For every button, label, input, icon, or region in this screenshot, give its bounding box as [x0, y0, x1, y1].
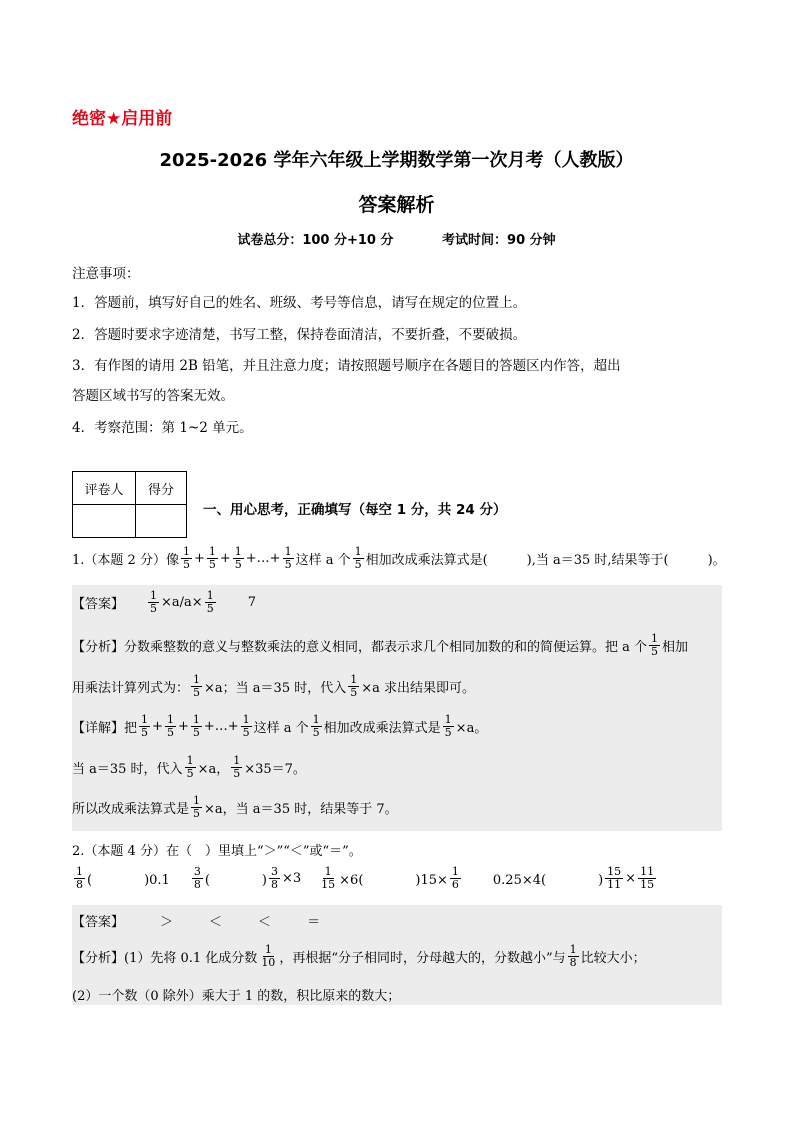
fraction: $\frac{1}{5}$: [206, 589, 214, 615]
fraction: $\frac{1}{5}$: [354, 545, 362, 571]
note-item: 4．考察范围：第 1~2 单元。: [72, 420, 253, 436]
fraction: $\frac{1}{5}$: [444, 713, 452, 739]
fraction: $\frac{1}{5}$: [208, 545, 216, 571]
fraction: $\frac{11}{15}$: [640, 865, 655, 891]
question-1: 1.（本题 2 分）像 $\frac{1}{5}$ + $\frac{1}{5}$ + $\frac{1}{5}$ +…+ $\frac{1}{5}$ 这样 a 个 $\frac{1}{5}$ 相加改成乘法算式是( ),当 a＝35 时,结果等于( )。: [72, 545, 726, 571]
fraction: $\frac{15}{11}$: [607, 865, 622, 891]
fraction: $\frac{1}{15}$: [321, 865, 336, 891]
score-cell[interactable]: [136, 505, 187, 538]
note-item: 2．答题时要求字迹清楚，书写工整，保持卷面清洁，不要折叠，不要破损。: [72, 327, 527, 343]
q1-detail: 【详解】 把 $\frac{1}{5}$ + $\frac{1}{5}$ + $\frac{1}{5}$ +…+ $\frac{1}{5}$ 这样 a 个 $\frac{1}{5}$ 相加改成乘法算式是 $\frac{1}{5}$ ×a。: [72, 713, 488, 739]
fraction: $\frac{1}{10}$: [261, 943, 276, 969]
q2-analysis-2: (2）一个数（0 除外）乘大于 1 的数，积比原来的数大；: [72, 989, 401, 1004]
fraction: $\frac{3}{8}$: [270, 865, 278, 891]
fraction: $\frac{1}{5}$: [233, 754, 241, 780]
score-header: 得分: [136, 472, 187, 505]
reviewer-cell[interactable]: [73, 505, 136, 538]
fraction: $\frac{1}{5}$: [141, 713, 149, 739]
fraction: $\frac{1}{5}$: [193, 794, 201, 820]
fraction: $\frac{1}{5}$: [186, 754, 194, 780]
fraction: $\frac{1}{5}$: [193, 673, 201, 699]
fraction: $\frac{1}{5}$: [651, 632, 659, 658]
exam-subtitle: 答案解析: [358, 194, 435, 216]
score-table: [72, 471, 187, 538]
q1-analysis: 【分析】 分数乘整数的意义与整数乘法的意义相同，都表示求几个相同加数的和的简便运算。把 a 个 $\frac{1}{5}$ 相加: [72, 632, 689, 658]
reviewer-header: 评卷人: [73, 472, 136, 505]
q1-answer: 【答案】 $\frac{1}{5}$ ×a/a× $\frac{1}{5}$ 7: [72, 589, 256, 615]
fraction: $\frac{1}{5}$: [234, 545, 242, 571]
exam-meta: [0, 229, 793, 248]
fraction: $\frac{1}{8}$: [569, 943, 577, 969]
fraction: $\frac{1}{5}$: [284, 545, 292, 571]
q2-answer: 【答案】 ＞ ＜ ＜ ＝: [72, 915, 321, 930]
fraction: $\frac{1}{5}$: [192, 713, 200, 739]
note-item: 答题区域书写的答案无效。: [72, 388, 234, 404]
fraction: $\frac{1}{5}$: [166, 713, 174, 739]
section-title: 一、用心思考，正确填写（每空 1 分，共 24 分）: [203, 502, 507, 518]
fraction: $\frac{1}{5}$: [150, 589, 158, 615]
q1-detail-3: 所以改成乘法算式是 $\frac{1}{5}$ ×a，当 a＝35 时，结果等于 7。: [72, 794, 398, 820]
fraction: $\frac{1}{5}$: [312, 713, 320, 739]
secret-label: 绝密★启用前: [72, 109, 173, 129]
question-2: 2.（本题 4 分）在（ ）里填上“＞”“＜”或“＝”。: [72, 844, 362, 859]
exam-time: 考试时间：90 分钟: [442, 233, 556, 248]
q2-analysis: 【分析】 (1）先将 0.1 化成分数 $\frac{1}{10}$ ，再根据“分子相同时，分母越大的，分数越小”与 $\frac{1}{8}$ 比较大小；: [72, 943, 646, 969]
fraction: $\frac{1}{5}$: [182, 545, 190, 571]
q1-detail-2: 当 a＝35 时，代入 $\frac{1}{5}$ ×a， $\frac{1}{5}$ ×35＝7。: [72, 754, 306, 780]
q1-analysis-2: 用乘法计算列式为： $\frac{1}{5}$ ×a；当 a＝35 时，代入 $\frac{1}{5}$ ×a 求出结果即可。: [72, 673, 475, 699]
fraction: $\frac{1}{6}$: [451, 865, 459, 891]
q2-items: $\frac{1}{8}$ ( )0.1 $\frac{3}{8}$ ( ) $\frac{3}{8}$ ×3 $\frac{1}{15}$ ×6( )15× $\frac{1}{6}$ 0.25×4( ) $\frac{15}{11}$ × $\frac{11}{15}$: [76, 865, 655, 891]
fraction: $\frac{1}{8}$: [76, 865, 83, 891]
note-item: 3．有作图的请用 2B 铅笔，并且注意力度；请按照题号顺序在各题目的答题区内作答，超出: [72, 358, 621, 374]
total-score: 试卷总分：100 分+10 分: [237, 233, 394, 248]
fraction: $\frac{1}{5}$: [242, 713, 250, 739]
notes-heading: 注意事项：: [72, 266, 140, 282]
fraction: $\frac{1}{5}$: [350, 673, 358, 699]
note-item: 1．答题前，填写好自己的姓名、班级、考号等信息，请写在规定的位置上。: [72, 295, 527, 311]
fraction: $\frac{3}{8}$: [193, 865, 201, 891]
exam-title: 2025-2026 学年六年级上学期数学第一次月考（人教版）: [159, 150, 634, 171]
